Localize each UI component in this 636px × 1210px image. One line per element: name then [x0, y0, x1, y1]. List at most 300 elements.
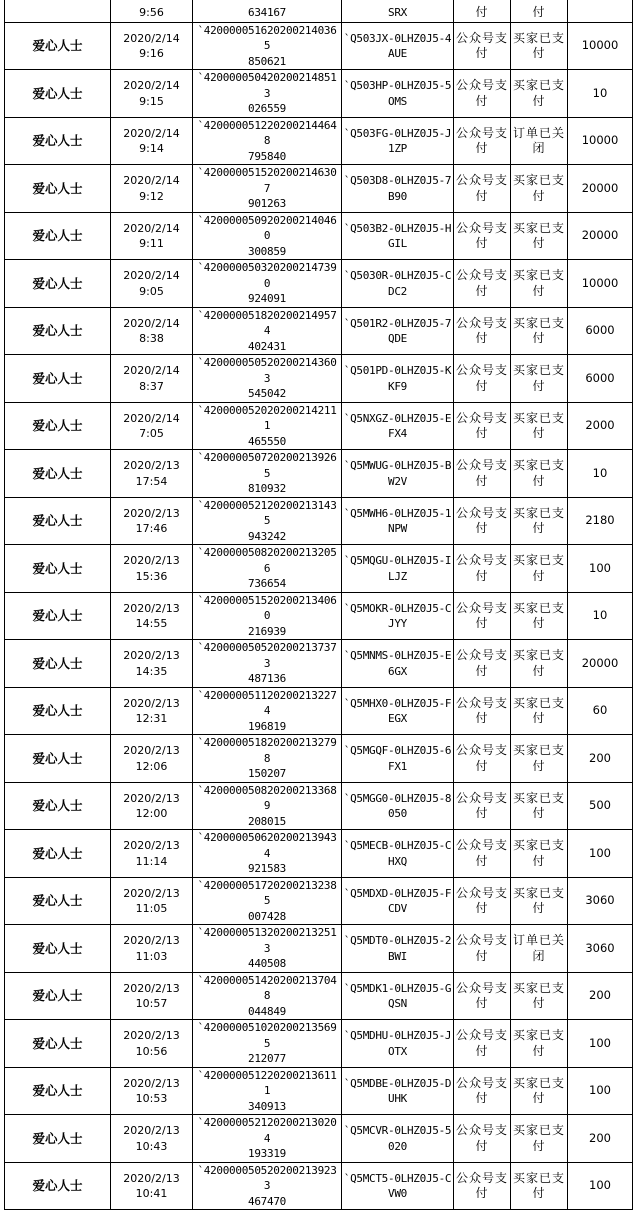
- datetime-cell: [111, 545, 193, 593]
- trade-code-line1: `Q503D8-0LHZ0J5-7: [343, 174, 452, 188]
- payment-method-line1: 公众号支: [455, 838, 508, 853]
- order-status-cell: [511, 402, 568, 450]
- amount-text: 60: [592, 703, 608, 718]
- date-text: 2020/2/14: [123, 411, 180, 425]
- trade-code-line2: QDE: [388, 332, 407, 346]
- amount-text: 500: [589, 798, 611, 813]
- payment-method-line1: 公众号支: [455, 505, 508, 520]
- datetime-cell: [111, 640, 193, 688]
- table-row: [5, 592, 633, 640]
- order-number-cell: [193, 830, 342, 878]
- time-text: 9:12: [139, 189, 164, 203]
- table-row: [5, 1115, 633, 1163]
- order-number-line2: 921583: [248, 862, 286, 876]
- trade-code-cell: [342, 260, 454, 308]
- datetime-cell: [111, 925, 193, 973]
- datetime-cell: [111, 687, 193, 735]
- order-status-line1: 买家已支: [512, 980, 565, 995]
- table-row: [5, 355, 633, 403]
- trade-code-line1: `Q503B2-0LHZ0J5-H: [343, 221, 452, 235]
- payment-method-line2: 付: [475, 521, 489, 536]
- amount-cell: [568, 1067, 633, 1115]
- order-status-line1: 买家已支: [512, 790, 565, 805]
- time-text: 10:56: [135, 1044, 168, 1058]
- order-number-line2: 196819: [248, 719, 286, 733]
- date-text: 2020/2/13: [123, 1029, 180, 1043]
- order-status-line2: 付: [532, 46, 546, 61]
- order-number-cell: [193, 355, 342, 403]
- donor-name: 爱心人士: [32, 85, 83, 101]
- donor-name: 爱心人士: [32, 228, 83, 244]
- trade-code-line1: `Q503JX-0LHZ0J5-4: [343, 31, 452, 45]
- time-text: 9:05: [139, 284, 164, 298]
- time-text: 10:43: [135, 1139, 168, 1153]
- trade-code-line1: `Q5MDBE-0LHZ0J5-D: [343, 1076, 452, 1090]
- trade-code-line1: `Q5MWH6-0LHZ0J5-1: [343, 506, 452, 520]
- donor-name: 爱心人士: [32, 940, 83, 956]
- payment-method-line1: 公众号支: [455, 220, 508, 235]
- donor-name: 爱心人士: [32, 513, 83, 529]
- trade-code-line1: `Q5MCVR-0LHZ0J5-5: [343, 1124, 452, 1138]
- donor-cell: [5, 545, 111, 593]
- amount-text: 100: [589, 1083, 611, 1098]
- payment-method-cell: [454, 830, 511, 878]
- payment-method-line1: 公众号支: [455, 78, 508, 93]
- order-number-line1: `420000051820200213279 8: [197, 736, 337, 765]
- amount-cell: [568, 1020, 633, 1068]
- table-row: [5, 450, 633, 498]
- order-status-line2: 付: [532, 283, 546, 298]
- order-status-line2: 付: [532, 568, 546, 583]
- datetime-cell: [111, 212, 193, 260]
- order-number-line1: `420000051220200214464 8: [197, 118, 337, 148]
- order-status-line2: 付: [532, 521, 546, 536]
- order-status-line2: 闭: [532, 948, 546, 963]
- order-number-line2: 924091: [248, 292, 286, 306]
- table-row: [5, 925, 633, 973]
- table-row: [5, 117, 633, 165]
- amount-cell: [568, 450, 633, 498]
- date-text: 2020/2/14: [123, 269, 180, 283]
- date-text: 2020/2/13: [123, 696, 180, 710]
- order-number-cell: [193, 307, 342, 355]
- table-row: [5, 1020, 633, 1068]
- order-status-cell: [511, 687, 568, 735]
- order-number-cell: [193, 592, 342, 640]
- datetime-cell: [111, 1115, 193, 1163]
- date-text: 2020/2/13: [123, 601, 180, 615]
- status-text: 付: [532, 4, 546, 19]
- donation-table: [4, 0, 633, 1210]
- donor-cell: [5, 1162, 111, 1210]
- time-text: 11:05: [135, 902, 168, 916]
- payment-method-line1: 公众号支: [455, 1170, 508, 1185]
- datetime-cell: [111, 1067, 193, 1115]
- amount-text: 20000: [581, 655, 619, 670]
- time-text: 9:15: [139, 94, 164, 108]
- donor-name: 爱心人士: [32, 275, 83, 291]
- amount-text: 20000: [581, 228, 619, 243]
- order-number-line1: `420000050520200214360 3: [197, 356, 337, 385]
- order-status-line2: 付: [532, 236, 546, 251]
- payment-method-line1: 公众号支: [455, 790, 508, 805]
- time-text: 9:14: [139, 142, 164, 156]
- trade-code-line2: CDV: [388, 902, 407, 916]
- amount-cell: [568, 402, 633, 450]
- time-text: 17:46: [135, 522, 168, 536]
- donor-name: 爱心人士: [32, 845, 83, 861]
- time-text: 12:06: [135, 759, 168, 773]
- donor-name: 爱心人士: [32, 750, 83, 766]
- donor-name: 爱心人士: [32, 465, 83, 481]
- order-status-line1: 买家已支: [512, 363, 565, 378]
- amount-text: 3060: [585, 893, 615, 908]
- table-row: [5, 877, 633, 925]
- donor-cell: [5, 70, 111, 118]
- amount-text: 2000: [585, 418, 615, 433]
- order-number-cell: [193, 877, 342, 925]
- trade-code-line1: `Q5030R-0LHZ0J5-C: [343, 269, 452, 283]
- order-number-line2: 736654: [248, 577, 286, 591]
- amount-cell: [568, 735, 633, 783]
- order-status-cell: [511, 640, 568, 688]
- time-text: 9:16: [139, 47, 164, 61]
- trade-code-line1: `Q5MOKR-0LHZ0J5-C: [343, 601, 452, 615]
- date-text: 2020/2/13: [123, 886, 180, 900]
- order-status-line1: 买家已支: [512, 743, 565, 758]
- donor-name: 爱心人士: [32, 798, 83, 814]
- trade-code-line2: HXQ: [388, 854, 407, 868]
- trade-code-cell: [342, 1162, 454, 1210]
- donor-cell: [5, 735, 111, 783]
- order-status-cell: [511, 355, 568, 403]
- trade-code-line2: KF9: [388, 379, 407, 393]
- trade-code-cell: [342, 830, 454, 878]
- trade-code-cell: [342, 70, 454, 118]
- trade-code-line2: BWI: [388, 949, 407, 963]
- order-status-line1: 买家已支: [512, 838, 565, 853]
- trade-code-line2: 050: [388, 807, 407, 821]
- table-row: [5, 70, 633, 118]
- payment-method-line1: 公众号支: [455, 648, 508, 663]
- table-row: [5, 735, 633, 783]
- order-status-line1: 买家已支: [512, 78, 565, 93]
- payment-method-line2: 付: [475, 141, 489, 156]
- order-status-cell: [511, 260, 568, 308]
- time-text: 9:11: [139, 237, 164, 251]
- trade-code-line2: 1ZP: [388, 142, 407, 156]
- order-number-line2: 193319: [248, 1147, 286, 1161]
- amount-cell: [568, 687, 633, 735]
- payment-method-line2: 付: [475, 378, 489, 393]
- amount-cell: [568, 260, 633, 308]
- date-text: 2020/2/13: [123, 554, 180, 568]
- order-status-line2: 付: [532, 473, 546, 488]
- order-number-cell: [193, 70, 342, 118]
- trade-code-line1: `Q5MGG0-0LHZ0J5-8: [343, 791, 452, 805]
- trade-code-cell: [342, 877, 454, 925]
- date-text: 2020/2/13: [123, 459, 180, 473]
- time-text: 9:56: [139, 5, 164, 19]
- donor-name: 爱心人士: [32, 323, 83, 339]
- order-number-line2: 901263: [248, 197, 286, 211]
- order-number-line2: 487136: [248, 672, 286, 686]
- amount-cell: [568, 307, 633, 355]
- amount-text: 200: [589, 988, 611, 1003]
- trade-code-line2: FX1: [388, 759, 407, 773]
- order-status-line1: 买家已支: [512, 553, 565, 568]
- order-number-line2: 795840: [248, 149, 286, 163]
- donor-cell: [5, 830, 111, 878]
- table-row: [5, 830, 633, 878]
- donor-name: 爱心人士: [32, 988, 83, 1004]
- time-text: 7:05: [139, 427, 164, 441]
- amount-cell: [568, 782, 633, 830]
- donor-name: 爱心人士: [32, 133, 83, 149]
- order-status-line2: 付: [532, 616, 546, 631]
- payment-method-line2: 付: [475, 568, 489, 583]
- trade-code-line2: UHK: [388, 1092, 407, 1106]
- order-status-cell: [511, 1115, 568, 1163]
- donor-cell: [5, 0, 111, 22]
- trade-code-line1: `Q503HP-0LHZ0J5-5: [343, 79, 452, 93]
- trade-code-line1: `Q5MDHU-0LHZ0J5-J: [343, 1029, 452, 1043]
- payment-method-line2: 付: [475, 711, 489, 726]
- order-number-cell: [193, 735, 342, 783]
- code-cell: [342, 0, 454, 22]
- order-status-cell: [511, 830, 568, 878]
- order-number-line1: `420000050920200214046 0: [197, 213, 337, 243]
- trade-code-line2: JYY: [388, 617, 407, 631]
- order-status-line1: 买家已支: [512, 1170, 565, 1185]
- payment-method-line2: 付: [475, 46, 489, 61]
- order-number-line1: `420000052120200213020 4: [197, 1116, 337, 1145]
- amount-cell: [568, 545, 633, 593]
- amount-text: 100: [589, 845, 611, 860]
- order-number-line2: 150207: [248, 767, 286, 781]
- datetime-cell: [111, 22, 193, 70]
- order-number-cell: [193, 165, 342, 213]
- trade-code-line2: EGX: [388, 712, 407, 726]
- order-status-cell: [511, 22, 568, 70]
- table-row: [5, 687, 633, 735]
- order-status-line1: 买家已支: [512, 1075, 565, 1090]
- trade-code-line2: VW0: [388, 1187, 407, 1201]
- order-status-line1: 买家已支: [512, 30, 565, 45]
- trade-code-line2: B90: [388, 189, 407, 203]
- amount-cell: [568, 1115, 633, 1163]
- date-text: 2020/2/14: [123, 126, 180, 140]
- order-number-line2: 465550: [248, 434, 286, 448]
- order-status-line1: 订单已关: [512, 125, 565, 140]
- order-number-cell: [193, 22, 342, 70]
- payment-method-line1: 公众号支: [455, 1123, 508, 1138]
- time-text: 12:00: [135, 807, 168, 821]
- trade-code-line1: `Q5MECB-0LHZ0J5-C: [343, 839, 452, 853]
- donor-cell: [5, 402, 111, 450]
- payment-method-line2: 付: [475, 806, 489, 821]
- date-text: 2020/2/13: [123, 981, 180, 995]
- trade-code-line2: FX4: [388, 427, 407, 441]
- order-number-line1: `420000050420200214851 3: [197, 71, 337, 100]
- order-number-cell: [193, 1067, 342, 1115]
- trade-code-line2: 020: [388, 1139, 407, 1153]
- order-status-cell: [511, 117, 568, 165]
- order-status-cell: [511, 165, 568, 213]
- order-number-line2: 943242: [248, 529, 286, 543]
- donor-name: 爱心人士: [32, 608, 83, 624]
- order-number-line1: `420000051520200213406 0: [197, 593, 337, 623]
- payment-method-cell: [454, 782, 511, 830]
- table-row: [5, 260, 633, 308]
- date-text: 2020/2/13: [123, 934, 180, 948]
- order-number-line1: `420000051420200213704 8: [197, 973, 337, 1003]
- payment-method-cell: [454, 972, 511, 1020]
- amount-cell: [568, 972, 633, 1020]
- payment-method-line2: 付: [475, 283, 489, 298]
- payment-method-line1: 公众号支: [455, 268, 508, 283]
- order-number-cell: [193, 782, 342, 830]
- order-status-line2: 付: [532, 331, 546, 346]
- payment-method-cell: [454, 1115, 511, 1163]
- table-row: [5, 545, 633, 593]
- date-text: 2020/2/14: [123, 79, 180, 93]
- trade-code-line1: `Q5MDT0-0LHZ0J5-2: [343, 934, 452, 948]
- payment-method-cell: [454, 545, 511, 593]
- table-row: [5, 782, 633, 830]
- order-status-line1: 买家已支: [512, 410, 565, 425]
- order-status-line2: 付: [532, 1043, 546, 1058]
- payment-method-line2: 付: [475, 853, 489, 868]
- payment-method-line1: 公众号支: [455, 553, 508, 568]
- payment-method-line2: 付: [475, 663, 489, 678]
- order-status-line1: 买家已支: [512, 458, 565, 473]
- payment-method-line2: 付: [475, 616, 489, 631]
- time-text: 15:36: [135, 569, 168, 583]
- donor-cell: [5, 165, 111, 213]
- status-cell: [511, 0, 568, 22]
- order-number-line1: `420000051520200214630 7: [197, 166, 337, 195]
- date-text: 2020/2/13: [123, 1171, 180, 1185]
- date-text: 2020/2/13: [123, 649, 180, 663]
- order-number-line1: `420000050320200214739 0: [197, 261, 337, 290]
- payment-method-line1: 公众号支: [455, 173, 508, 188]
- order-status-cell: [511, 1067, 568, 1115]
- datetime-cell: [111, 1020, 193, 1068]
- payment-method-line1: 公众号支: [455, 363, 508, 378]
- order-status-line2: 付: [532, 426, 546, 441]
- order-number-cell: [193, 972, 342, 1020]
- amount-text: 10: [592, 608, 608, 623]
- trade-code-line1: `Q5MWUG-0LHZ0J5-B: [343, 459, 452, 473]
- amount-text: 3060: [585, 940, 615, 955]
- payment-method-cell: [454, 1162, 511, 1210]
- donor-cell: [5, 497, 111, 545]
- order-number-cell: [193, 687, 342, 735]
- donor-name: 爱心人士: [32, 1083, 83, 1099]
- amount-cell: [568, 0, 633, 22]
- trade-code-cell: [342, 735, 454, 783]
- order-status-line2: 付: [532, 93, 546, 108]
- order-status-line2: 闭: [532, 141, 546, 156]
- donor-name: 爱心人士: [32, 370, 83, 386]
- order-status-line2: 付: [532, 853, 546, 868]
- datetime-cell: [111, 70, 193, 118]
- trade-code-line2: W2V: [388, 474, 407, 488]
- amount-text: 10000: [581, 133, 619, 148]
- pay-cell: [454, 0, 511, 22]
- trade-code-cell: [342, 117, 454, 165]
- order-number-cell: [193, 402, 342, 450]
- time-text: 14:35: [135, 664, 168, 678]
- amount-cell: [568, 22, 633, 70]
- order-number-line1: `420000051720200213238 5: [197, 878, 337, 908]
- datetime-cell: [111, 735, 193, 783]
- donor-name: 爱心人士: [32, 38, 83, 54]
- datetime-cell: [111, 830, 193, 878]
- order-number-line1: `420000052120200213143 5: [197, 498, 337, 528]
- table-row: [5, 165, 633, 213]
- trade-code-line1: `Q501PD-0LHZ0J5-K: [343, 364, 452, 378]
- trade-code-cell: [342, 972, 454, 1020]
- order-status-cell: [511, 307, 568, 355]
- order-status-cell: [511, 972, 568, 1020]
- order-number-cell: [193, 925, 342, 973]
- amount-text: 10: [592, 465, 608, 480]
- order-number-line1: `420000051620200214036 5: [197, 23, 337, 53]
- payment-method-cell: [454, 307, 511, 355]
- order-status-line1: 买家已支: [512, 220, 565, 235]
- amount-text: 10000: [581, 38, 619, 53]
- order-number-line2: 810932: [248, 482, 286, 496]
- table-row: [5, 497, 633, 545]
- trade-code-line2: AUE: [388, 47, 407, 61]
- trade-code-cell: [342, 450, 454, 498]
- trade-code-line1: `Q5MDXD-0LHZ0J5-F: [343, 886, 452, 900]
- order-number-line1: `420000052020200214211 1: [197, 403, 337, 433]
- donor-cell: [5, 450, 111, 498]
- pay-text: 付: [475, 4, 489, 19]
- payment-method-cell: [454, 212, 511, 260]
- datetime-cell: [111, 450, 193, 498]
- payment-method-line1: 公众号支: [455, 600, 508, 615]
- trade-code-line2: OMS: [388, 94, 407, 108]
- order-status-cell: [511, 1162, 568, 1210]
- order-number-line2: 026559: [248, 102, 286, 116]
- order-number-line2: 212077: [248, 1052, 286, 1066]
- amount-text: 100: [589, 560, 611, 575]
- order-status-line1: 买家已支: [512, 173, 565, 188]
- trade-code-cell: [342, 545, 454, 593]
- donor-cell: [5, 1115, 111, 1163]
- amount-cell: [568, 497, 633, 545]
- payment-method-cell: [454, 165, 511, 213]
- datetime-cell: [111, 117, 193, 165]
- order-number-cell: [193, 1020, 342, 1068]
- date-text: 2020/2/13: [123, 506, 180, 520]
- trade-code-cell: [342, 1020, 454, 1068]
- donor-cell: [5, 687, 111, 735]
- amount-cell: [568, 640, 633, 688]
- order-number-cell: [193, 1162, 342, 1210]
- order-status-cell: [511, 1020, 568, 1068]
- order-number-cell: [193, 450, 342, 498]
- table-row: [5, 1067, 633, 1115]
- donor-cell: [5, 925, 111, 973]
- order-number-cell: [193, 497, 342, 545]
- order-number-line2: 216939: [248, 624, 286, 638]
- order-number-line2: 850621: [248, 54, 286, 68]
